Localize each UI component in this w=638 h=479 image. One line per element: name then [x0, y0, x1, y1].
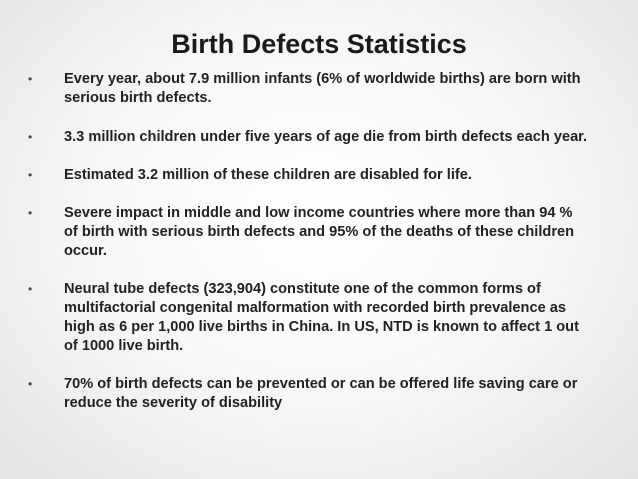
bullet-dot-icon: • [28, 168, 33, 182]
bullet-dot-icon: • [28, 282, 33, 296]
bullet-item [28, 166, 588, 185]
bullet-item [28, 280, 588, 356]
bullet-text: Every year, about 7.9 million infants (6% of worldwide births) are born with serious birth defects. [64, 71, 581, 106]
bullet-dot-icon: • [28, 130, 33, 144]
bullet-text: Estimated 3.2 million of these children are disabled for life. [64, 167, 472, 183]
slide-title: Birth Defects Statistics [171, 29, 467, 59]
bullet-dot-icon: • [28, 72, 33, 86]
bullet-dot-icon: • [28, 377, 33, 391]
bullet-list [28, 70, 588, 413]
bullet-text: Severe impact in middle and low income countries where more than 94 % of birth with serious birth defects and 95% of the deaths of these children occur. [64, 205, 575, 259]
bullet-item [28, 204, 588, 261]
bullet-text: 70% of birth defects can be prevented or can be offered life saving care or reduce the severity of disability [64, 376, 578, 411]
bullet-text: Neural tube defects (323,904) constitute one of the common forms of multifactorial congenital malformation with recorded birth prevalence as high as 6 per 1,000 live births in China. In US, NTD is known to affect 1 out of 1000 live birth. [64, 281, 579, 354]
bullet-item [28, 128, 588, 147]
bullet-item [28, 375, 588, 413]
bullet-item [28, 70, 588, 108]
bullet-text: 3.3 million children under five years of age die from birth defects each year. [64, 129, 588, 145]
bullet-dot-icon: • [28, 206, 33, 220]
